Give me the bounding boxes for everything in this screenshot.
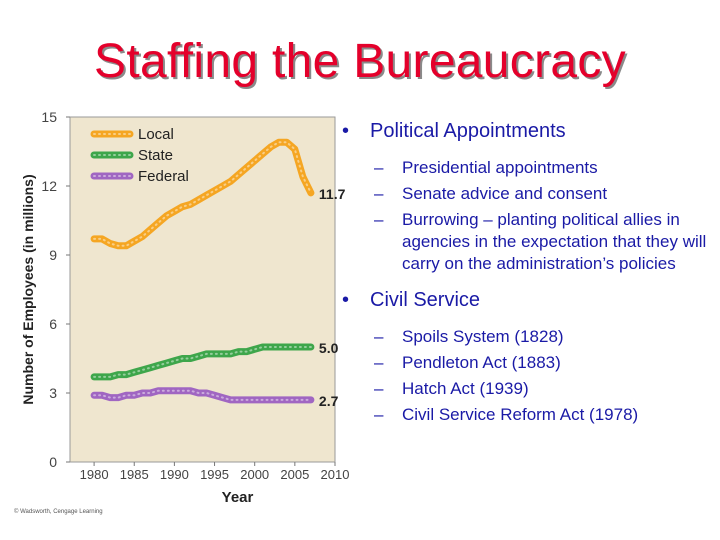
dash-marker: – <box>374 210 384 229</box>
political-appointments-list <box>338 157 713 275</box>
bullet-panel <box>338 120 713 440</box>
bullet-marker: • <box>342 289 350 311</box>
bullet-heading: Civil Service <box>370 289 481 311</box>
bullet-marker: • <box>342 120 350 142</box>
list-item <box>338 209 713 275</box>
list-item <box>338 352 713 374</box>
list-item-text: Presidential appointments <box>402 158 598 177</box>
plot-area <box>70 117 335 462</box>
x-tick-label: 1980 <box>79 467 109 482</box>
dash-marker: – <box>374 379 384 398</box>
y-tick-label: 6 <box>49 316 57 332</box>
x-tick-label: 1990 <box>159 467 189 482</box>
dash-marker: – <box>374 158 384 177</box>
x-axis-title: Year <box>221 489 254 506</box>
list-item <box>338 326 713 348</box>
employees-line-chart <box>0 100 350 510</box>
dash-marker: – <box>374 353 384 372</box>
legend-label-federal: Federal <box>138 168 189 185</box>
data-label-federal: 2.7 <box>318 392 339 409</box>
list-item <box>338 157 713 179</box>
y-tick-label: 0 <box>49 454 57 470</box>
slide-title: Staffing the Bureaucracy <box>94 35 626 88</box>
dash-marker: – <box>374 327 384 346</box>
copyright-notice: © Wadsworth, Cengage Learning <box>14 509 103 515</box>
civil-service-list <box>338 326 713 426</box>
y-axis-title: Number of Employees (in millions) <box>20 174 36 405</box>
dash-marker: – <box>374 184 384 203</box>
list-item <box>338 378 713 400</box>
bullet-heading: Political Appointments <box>370 120 566 142</box>
list-item-text: Civil Service Reform Act (1978) <box>402 405 639 424</box>
data-label-state: 5.0 <box>318 340 339 356</box>
y-tick-label: 12 <box>41 178 57 194</box>
list-item-text: Spoils System (1828) <box>402 327 564 346</box>
list-item-text: Burrowing – planting political allies in agencies in the expectation that they will carry on the administration’s policies <box>402 210 707 273</box>
bullet-civil-service <box>338 289 713 312</box>
y-tick-label: 9 <box>49 247 57 263</box>
y-tick-label: 15 <box>41 109 57 125</box>
list-item <box>338 183 713 205</box>
list-item-text: Senate advice and consent <box>402 184 608 203</box>
bullet-political-appointments <box>338 120 713 143</box>
dash-marker: – <box>374 405 384 424</box>
legend-label-state: State <box>138 147 174 164</box>
x-tick-label: 2005 <box>280 467 310 482</box>
y-tick-label: 3 <box>49 385 57 401</box>
list-item-text: Pendleton Act (1883) <box>402 353 561 372</box>
data-label-local: 11.7 <box>318 185 346 202</box>
x-tick-label: 2010 <box>320 467 350 482</box>
x-tick-label: 1995 <box>200 467 230 482</box>
list-item <box>338 404 713 426</box>
x-tick-label: 1985 <box>119 467 149 482</box>
x-tick-label: 2000 <box>240 467 270 482</box>
legend-label-local: Local <box>138 126 174 143</box>
list-item-text: Hatch Act (1939) <box>402 379 529 398</box>
